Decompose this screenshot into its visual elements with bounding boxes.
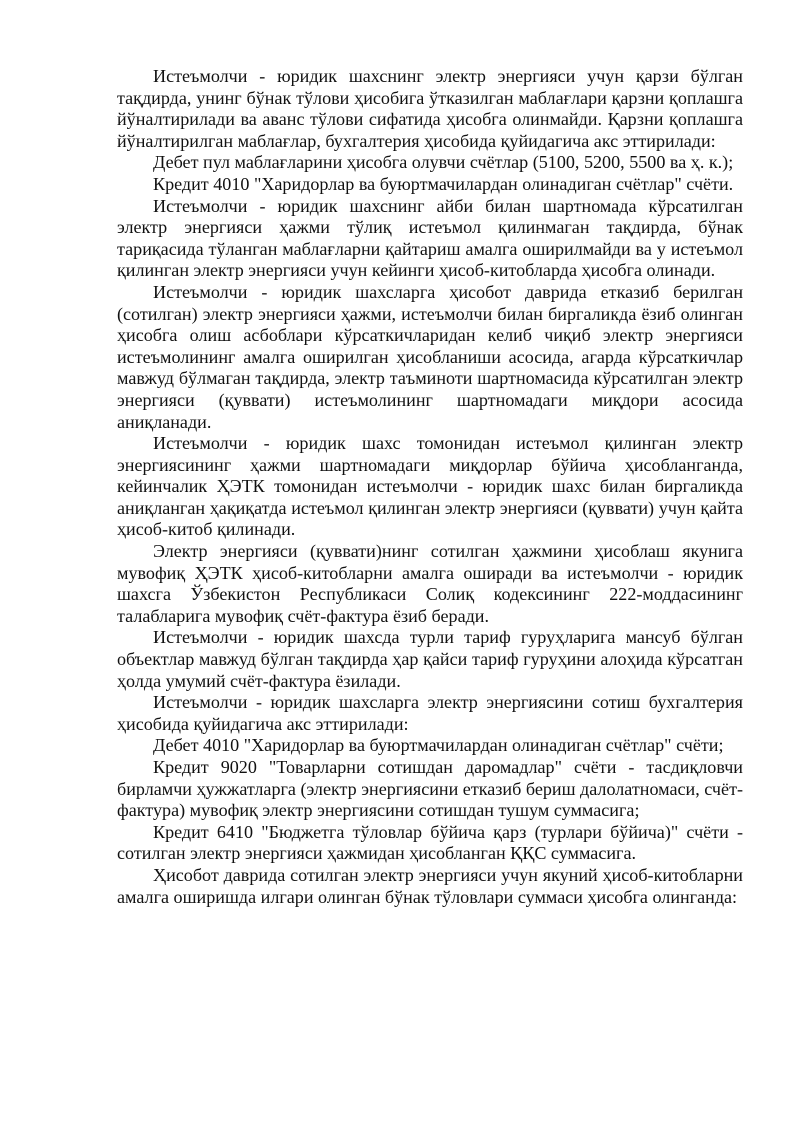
- paragraph-1: Истеъмолчи - юридик шахснинг электр энергияси учун қарзи бўлган тақдирда, унинг бўнак тўлови ҳисобига ўтказилган маблағлари қарзни қоплашга йўналтирилади ва аванс тўлови сифатида ҳисобга олинмайди. Қарзни қоплашга йўналтирилган маблағлар, бухгалтерия ҳисобида қуйидагича акс эттирилади:: [117, 66, 743, 151]
- paragraph-3: Кредит 4010 "Харидорлар ва буюртмачилардан олинадиган счётлар" счёти.: [153, 173, 734, 194]
- paragraph-11: Кредит 9020 "Товарларни сотишдан даромадлар" счёти - тасдиқловчи бирламчи ҳужжатларга (электр энергиясини етказиб бериш далолатномаси, счёт-фактура) мувофиқ электр энергиясини сотишдан тушум суммасига;: [117, 757, 744, 821]
- paragraph-7: Электр энергияси (қуввати)нинг сотилган ҳажмини ҳисоблаш якунига мувофиқ ҲЭТК ҳисоб-китобларни амалга оширади ва истеъмолчи - юридик шахсга Ўзбекистон Республикаси Солиқ кодексининг 222-моддасининг талабларига мувофиқ счёт-фактура ёзиб беради.: [117, 541, 743, 626]
- paragraph-13: Ҳисобот даврида сотилган электр энергияси учун якуний ҳисоб-китобларни амалга оширишда илгари олинган бўнак тўловлари суммаси ҳисобга олинганда:: [117, 864, 743, 907]
- paragraph-8: Истеъмолчи - юридик шахсда турли тариф гуруҳларига мансуб бўлган объектлар мавжуд бўлган тақдирда ҳар қайси тариф гуруҳини алоҳида кўрсатган ҳолда умумий счёт-фактура ёзилади.: [117, 627, 743, 691]
- paragraph-6: Истеъмолчи - юридик шахс томонидан истеъмол қилинган электр энергиясининг ҳажми шартномадаги миқдорлар бўйича ҳисобланганда, кейинчалик ҲЭТК томонидан истеъмолчи - юридик шахс билан биргаликда аниқланган ҳақиқатда истеъмол қилинган электр энергияси (қуввати) учун қайта ҳисоб-китоб қилинади.: [117, 433, 743, 540]
- paragraph-12: Кредит 6410 "Бюджетга тўловлар бўйича қарз (турлари бўйича)" счёти - сотилган электр энергияси ҳажмидан ҳисобланган ҚҚС суммасига.: [117, 821, 743, 864]
- paragraph-5: Истеъмолчи - юридик шахсларга ҳисобот даврида етказиб берилган (сотилган) электр энергияси ҳажми, истеъмолчи билан биргаликда ёзиб олинган ҳисобга олиш асбоблари кўрсаткичларидан келиб чиқиб электр энергияси истеъмолининг амалга оширилган ҳисобланиши асосида, агарда кўрсаткичлар мавжуд бўлмаган тақдирда, электр таъминоти шартномасида кўрсатилган электр энергияси (қуввати) истеъмолининг шартномадаги миқдори асосида аниқланади.: [117, 281, 743, 432]
- document-page: [117, 66, 743, 908]
- paragraph-10: Дебет 4010 "Харидорлар ва буюртмачилардан олинадиган счётлар" счёти;: [153, 735, 724, 756]
- paragraph-9: Истеъмолчи - юридик шахсларга электр энергиясини сотиш бухгалтерия ҳисобида қуйидагича акс эттирилади:: [117, 692, 743, 734]
- paragraph-2: Дебет пул маблағларини ҳисобга олувчи счётлар (5100, 5200, 5500 ва ҳ. к.);: [153, 152, 734, 173]
- paragraph-4: Истеъмолчи - юридик шахснинг айби билан шартномада кўрсатилган электр энергияси ҳажми тўлиқ истеъмол қилинмаган тақдирда, бўнак тариқасида тўланган маблағларни қайтариш амалга оширилмайди ва у истеъмол қилинган электр энергияси учун кейинги ҳисоб-китобларда ҳисобга олинади.: [117, 195, 743, 281]
